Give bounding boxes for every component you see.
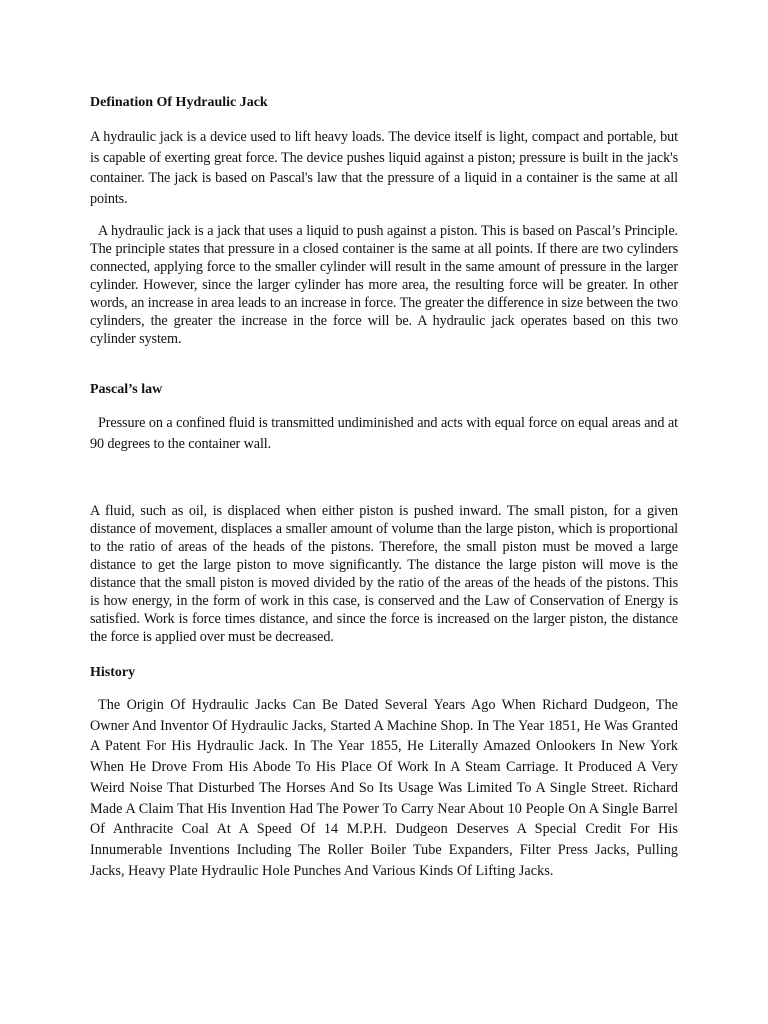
pascal-law-heading: Pascal’s law [90, 382, 163, 397]
definition-paragraph-2: A hydraulic jack is a jack that uses a liquid to push against a piston. This is based on Pascal’s Principle. The principle states that pressure in a closed container is the same at all points. If there are two cylinders connected, applying force to the smaller cylinder will result in the same amount of pressure in the larger cylinder. However, since the larger cylinder has more area, the resulting force will be greater. In other words, an increase in area leads to an increase in force. The greater the difference in size between the two cylinders, the greater the increase in the force will be. A hydraulic jack operates based on this two cylinder system. [90, 223, 678, 347]
history-paragraph: The Origin Of Hydraulic Jacks Can Be Dated Several Years Ago When Richard Dudgeon, The Owner And Inventor Of Hydraulic Jacks, Started A Machine Shop. In The Year 1851, He Was Granted A Patent For His Hydraulic Jack. In The Year 1855, He Literally Amazed Onlookers In New York When He Drove From His Abode To His Place Of Work In A Steam Carriage. It Produced A Very Weird Noise That Disturbed The Horses And So Its Usage Was Limited To A Single Street. Richard Made A Claim That His Invention Had The Power To Carry Near About 10 People On A Single Barrel Of Anthracite Coal At A Speed Of 14 M.P.H. Dudgeon Deserves A Special Credit For His Innumerable Inventions Including The Roller Boiler Tube Expanders, Filter Press Jacks, Pulling Jacks, Heavy Plate Hydraulic Hole Punches And Various Kinds Of Lifting Jacks. [90, 697, 678, 879]
definition-paragraph-1: A hydraulic jack is a device used to lift heavy loads. The device itself is light, compact and portable, but is capable of exerting great force. The device pushes liquid against a piston; pressure is built in the jack's container. The jack is based on Pascal's law that the pressure of a liquid in a container is the same at all points. [90, 129, 678, 207]
history-heading: History [90, 665, 136, 680]
pascal-law-paragraph-2: A fluid, such as oil, is displaced when either piston is pushed inward. The small piston, for a given distance of movement, displaces a smaller amount of volume than the large piston, which is proportional to the ratio of areas of the heads of the pistons. Therefore, the small piston must be moved a large distance to get the large piston to move significantly. The distance the large piston will move is the distance that the small piston is moved divided by the ratio of the areas of the heads of the pistons. This is how energy, in the form of work in this case, is conserved and the Law of Conservation of Energy is satisfied. Work is force times distance, and since the force is increased on the larger piston, the distance the force is applied over must be decreased. [90, 503, 678, 645]
definition-heading: Defination Of Hydraulic Jack [90, 95, 268, 110]
pascal-law-paragraph-1: Pressure on a confined fluid is transmitted undiminished and acts with equal force on equal areas and at 90 degrees to the container wall. [90, 415, 678, 452]
